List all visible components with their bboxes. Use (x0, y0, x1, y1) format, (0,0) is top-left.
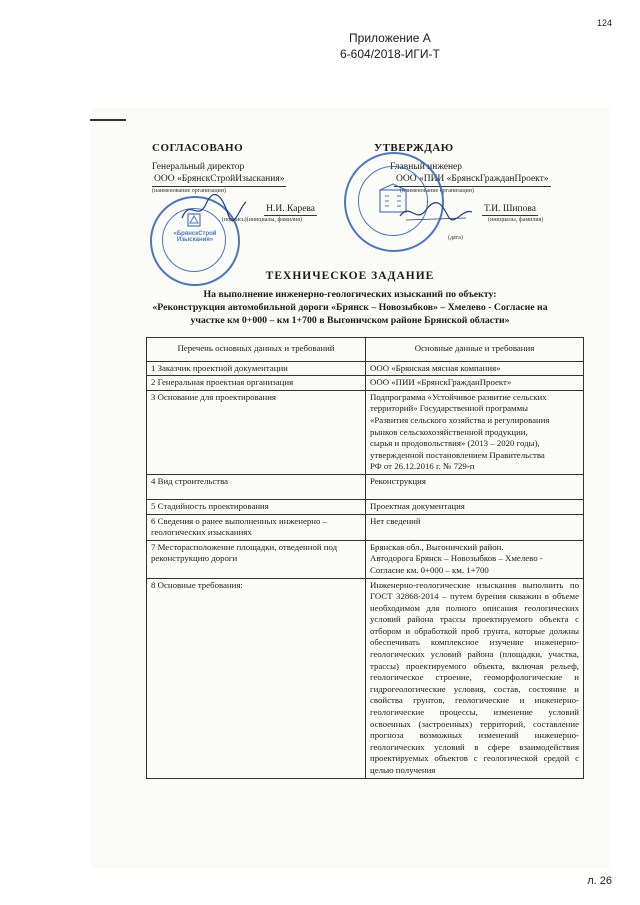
approval-left-signer-caption: (подпись)(инициалы, фамилия) (221, 217, 302, 223)
table-row (147, 474, 584, 499)
approval-right-signer: Т.И. Шипова (482, 203, 538, 217)
table-row (147, 499, 584, 514)
row-label: 8 Основные требования: (147, 578, 366, 778)
row-value-line: РФ от 26.12.2016 г. № 729-п (370, 461, 475, 472)
document-title-block (100, 270, 600, 327)
approval-right-org: ООО «ПИИ «БрянскГражданПроект» (394, 173, 551, 187)
table-header-cell: Основные данные и требования (366, 338, 584, 362)
document-subtitle-3: участке км 0+000 – км 1+700 в Выгоничском районе Брянской области» (190, 315, 510, 326)
row-value-line: Автодорога Брянск – Новозыбков – Хмелево - (370, 553, 543, 564)
row-value: ООО «Брянская мясная компания» (370, 362, 501, 373)
row-value-line: Брянская обл., Выгоничский район. (370, 541, 504, 552)
row-value: Инженерно-геологические изыскания выполнить по ГОСТ 32868-2014 – путем бурения скважин в объеме необходимом для полного описания геологических условий района трассы проектируемого объекта с отбором и обработкой проб грунта, которые должны обеспечивать комплексное изучение инженерно-геологических условий района (площадки, участка, трассы) проектируемого объекта, включая рельеф, геологическое строение, геоморфологические и гидрогеологические условия, состав, состояние и свойства грунтов, геологические и инженерно-геологические процессы, изменение условий освоенных (застроенных) территорий, составление прогноза возможных изменений инженерно-геологических условий в сфере взаимодействия проектируемых объектов с геологической средой с целью получения (366, 578, 584, 778)
approval-left-org: ООО «БрянскСтройИзыскания» (152, 173, 286, 187)
approval-right-org-caption: (наименование организации) (400, 187, 474, 194)
table-row (147, 540, 584, 578)
appendix-title: Приложение А (349, 31, 431, 45)
approval-right-heading: УТВЕРЖДАЮ (374, 142, 454, 154)
row-value-line: Подпрограмма «Устойчивое развитие сельских (370, 391, 547, 402)
document-title: ТЕХНИЧЕСКОЕ ЗАДАНИЕ (265, 270, 435, 282)
row-value: Нет сведений (370, 515, 421, 526)
row-label: 6 Сведения о ранее выполненных инженерно – геологических изысканиях (147, 514, 366, 540)
row-value-line: утвержденной постановлением Правительства (370, 449, 545, 460)
appendix-header (340, 30, 440, 62)
approval-left-position: Генеральный директор (152, 161, 245, 172)
document-subtitle-1: На выполнение инженерно-геологических изысканий по объекту: (203, 289, 497, 300)
row-label: 1 Заказчик проектной документации (147, 361, 366, 376)
table-row (147, 376, 584, 391)
row-value-line: Согласие км. 0+000 – км. 1+700 (370, 564, 489, 575)
table-row (147, 361, 584, 376)
stamp-text-left: «БрянскСтрой Изыскания» (173, 231, 217, 243)
row-value: Реконструкция (370, 475, 426, 486)
row-value-line: «Развития сельского хозяйства и регулирования (370, 414, 550, 425)
table-row (147, 578, 584, 778)
approval-right-position: Главный инженер (390, 161, 463, 172)
row-value: ООО «ПИИ «БрянскГражданПроект» (370, 377, 512, 388)
table-header-row (147, 338, 584, 362)
signature-left (178, 192, 248, 226)
row-label: 3 Основание для проектирования (147, 390, 366, 474)
approval-left-signer: Н.И. Карева (264, 203, 317, 217)
row-label: 4 Вид строительства (147, 474, 366, 499)
table-header-cell: Перечень основных данных и требований (147, 338, 366, 362)
page-number: 124 (596, 18, 612, 28)
row-value-line: территорий» Государственной программы (370, 403, 529, 414)
row-label: 5 Стадийность проектирования (147, 499, 366, 514)
approval-right-signer-caption: (инициалы, фамилия) (488, 217, 544, 223)
requirements-table (146, 337, 584, 779)
document-subtitle-2: «Реконструкция автомобильной дороги «Брянск – Новозыбков» – Хмелево - Согласие на (152, 302, 548, 313)
table-row (147, 390, 584, 474)
row-value: Проектная документация (370, 500, 465, 511)
sheet-number: л. 26 (587, 875, 612, 887)
approval-left-heading: СОГЛАСОВАНО (152, 142, 244, 154)
row-value-line: рынков сельскохозяйственной продукции, (370, 426, 528, 437)
row-label: 2 Генеральная проектная организация (147, 376, 366, 391)
margin-mark (90, 119, 126, 121)
table-row (147, 514, 584, 540)
appendix-code: 6-604/2018-ИГИ-Т (340, 47, 440, 61)
row-value-line: сырья и продовольствия» (2013 – 2020 годы), (370, 438, 540, 449)
row-label: 7 Месторасположение площадки, отведенной под реконструкцию дороги (147, 540, 366, 578)
signature-right (396, 198, 476, 228)
approval-left-org-caption: (наименование организации) (152, 187, 226, 194)
approval-right-date-caption: (дата) (448, 235, 463, 241)
